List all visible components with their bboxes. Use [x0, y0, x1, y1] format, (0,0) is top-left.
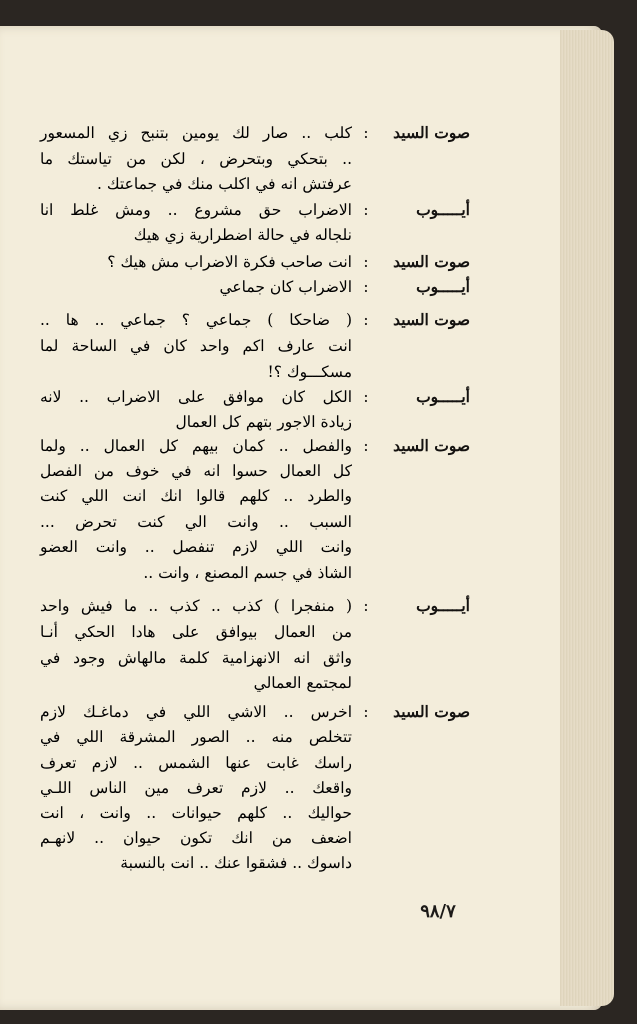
- speaker-name: أيـــــوب: [416, 277, 470, 296]
- dialogue-line: انت صاحب فكرة الاضراب مش هيك ؟: [107, 253, 352, 271]
- dialogue-line: تتخلص منه .. الصور المشرقة اللي في: [40, 728, 352, 746]
- speaker-colon: :: [363, 310, 369, 329]
- dialogue-line: اضعف من انك تكون حيوان .. لانهـم: [40, 829, 352, 847]
- dialogue-line: واثق انه الانهزامية كلمة مالهاش وجود في: [40, 649, 352, 667]
- dialogue-line: ( منفجرا ) كذب .. كذب .. ما فيش واحد: [40, 597, 352, 615]
- page-number: ٩٨/٧: [420, 901, 456, 922]
- dialogue-line: عرفتش انه في اكلب منك في جماعتك .: [97, 175, 352, 193]
- dialogue-line: راسك غابت عنها الشمس .. لازم تعرف: [40, 754, 352, 772]
- speaker-colon: :: [363, 277, 369, 296]
- dialogue-line: كلب .. صار لك يومين بتنبح زي المسعور: [40, 124, 352, 142]
- speaker-colon: :: [363, 252, 369, 271]
- speaker-name: صوت السيد: [393, 436, 470, 455]
- speaker-colon: :: [363, 387, 369, 406]
- dialogue-line: لمجتمع العمالي: [253, 674, 352, 692]
- dialogue-line: من العمال بيوافق على هادا الحكي أنـا: [40, 623, 352, 641]
- dialogue-line: وانت اللي لازم تنفصل .. وانت العضو: [40, 538, 352, 556]
- dialogue-line: السبب .. وانت الي كنت تحرض ...: [40, 513, 352, 531]
- speaker-colon: :: [363, 123, 369, 142]
- speaker-colon: :: [363, 702, 369, 721]
- dialogue-line: واقعك .. لازم تعرف مين الناس اللـي: [40, 779, 352, 797]
- dialogue-line: الاضراب حق مشروع .. ومش غلط انا: [40, 201, 352, 219]
- dialogue-line: .. بتحكي وبتحرض ، لكن من تياستك ما: [40, 150, 352, 168]
- speaker-name: أيـــــوب: [416, 200, 470, 219]
- speaker-colon: :: [363, 200, 369, 219]
- dialogue-line: حواليك .. كلهم حيوانات .. وانت ، انت: [40, 804, 352, 822]
- speaker-name: أيـــــوب: [416, 596, 470, 615]
- dialogue-line: زيادة الاجور بتهم كل العمال: [175, 413, 352, 431]
- dialogue-line: مسكـــوك ؟!: [267, 363, 352, 381]
- speaker-colon: :: [363, 436, 369, 455]
- dialogue-line: اخرس .. الاشي اللي في دماغـك لازم: [40, 703, 352, 721]
- dialogue-line: الكل كان موافق على الاضراب .. لانه: [40, 388, 352, 406]
- speaker-name: صوت السيد: [393, 252, 470, 271]
- dialogue-line: انت عارف اكم واحد كان في الساحة لما: [40, 337, 352, 355]
- dialogue-line: والفصل .. كمان بيهم كل العمال .. ولما: [40, 437, 352, 455]
- dialogue-line: نلجاله في حالة اضطرارية زي هيك: [133, 226, 352, 244]
- dialogue-line: كل العمال حسوا انه في خوف من الفصل: [40, 462, 352, 480]
- dialogue-line: ( ضاحكا ) جماعي ؟ جماعي .. ها ..: [40, 311, 352, 329]
- dialogue-line: الشاذ في جسم المصنع ، وانت ..: [143, 564, 352, 582]
- dialogue-line: والطرد .. كلهم قالوا انك انت اللي كنت: [40, 487, 352, 505]
- speaker-colon: :: [363, 596, 369, 615]
- dialogue-line: الاضراب كان جماعي: [219, 278, 352, 296]
- speaker-name: صوت السيد: [393, 310, 470, 329]
- speaker-name: صوت السيد: [393, 123, 470, 142]
- speaker-name: صوت السيد: [393, 702, 470, 721]
- dialogue-line: داسوك .. فشقوا عنك .. انت بالنسبة: [120, 854, 352, 872]
- speaker-name: أيـــــوب: [416, 387, 470, 406]
